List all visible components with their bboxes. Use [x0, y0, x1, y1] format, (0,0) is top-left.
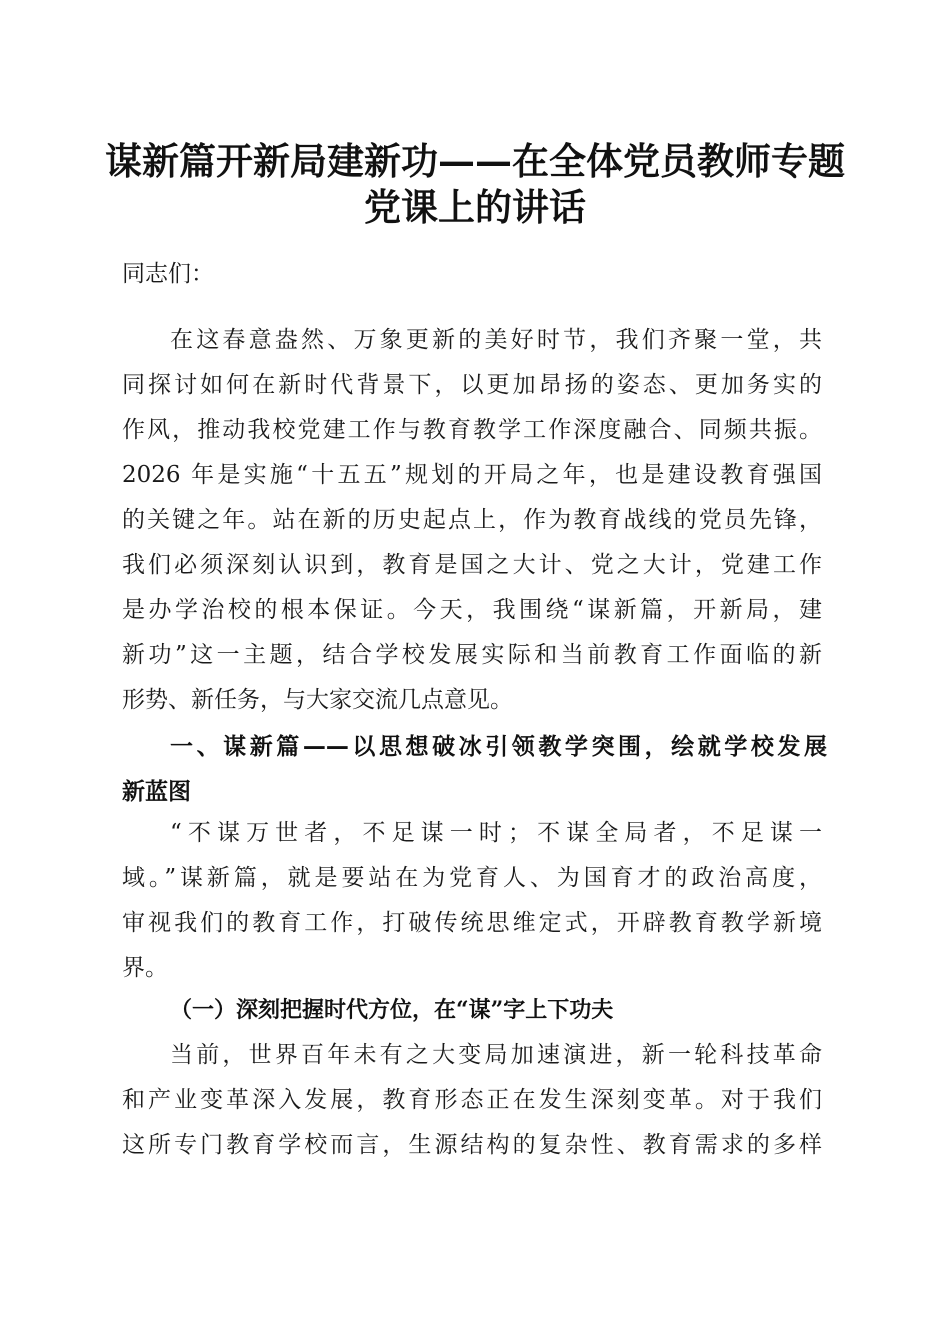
- paragraph-line: 和产业变革深入发展，教育形态正在发生深刻变革。对于我们: [122, 1087, 822, 1113]
- paragraph-subsection-1: [122, 1033, 822, 1168]
- paragraph-line: 同探讨如何在新时代背景下，以更加昂扬的姿态、更加务实的: [122, 372, 822, 398]
- paragraph-line: 域。”谋新篇，就是要站在为党育人、为国育才的政治高度，: [122, 865, 822, 891]
- heading-line: 新蓝图: [122, 779, 191, 805]
- paragraph-line: 在这春意盎然、万象更新的美好时节，我们齐聚一堂，共: [170, 327, 822, 353]
- paragraph-intro: [122, 318, 822, 723]
- heading-line: 一、谋新篇——以思想破冰引领教学突围，绘就学校发展: [170, 734, 827, 760]
- paragraph-line: 当前，世界百年未有之大变局加速演进，新一轮科技革命: [170, 1042, 822, 1068]
- sub-heading-1: [122, 988, 822, 1033]
- salutation: 同志们：: [122, 261, 214, 287]
- paragraph-line: 形势、新任务，与大家交流几点意见。: [122, 687, 513, 713]
- paragraph-line: 这所专门教育学校而言，生源结构的复杂性、教育需求的多样: [122, 1132, 822, 1158]
- paragraph-line: 2026 年是实施“十五五”规划的开局之年，也是建设教育强国: [122, 462, 822, 488]
- paragraph-section-1: [122, 811, 822, 991]
- section-heading-1: [122, 725, 827, 815]
- paragraph-line: “不谋万世者，不足谋一时；不谋全局者，不足谋一: [170, 820, 822, 846]
- paragraph-line: 的关键之年。站在新的历史起点上，作为教育战线的党员先锋，: [122, 507, 822, 533]
- paragraph-line: 作风，推动我校党建工作与教育教学工作深度融合、同频共振。: [122, 417, 822, 443]
- paragraph-line: 审视我们的教育工作，打破传统思维定式，开辟教育教学新境: [122, 910, 822, 936]
- document-title-line-2: 党课上的讲话: [364, 185, 586, 229]
- paragraph-line: 我们必须深刻认识到，教育是国之大计、党之大计，党建工作: [122, 552, 822, 578]
- paragraph-line: 界。: [122, 955, 168, 981]
- paragraph-line: 是办学治校的根本保证。今天，我围绕“谋新篇，开新局，建: [122, 597, 822, 623]
- subheading-line: （一）深刻把握时代方位，在“谋”字上下功夫: [170, 997, 614, 1023]
- document-title-line-1: 谋新篇开新局建新功——在全体党员教师专题: [105, 139, 845, 183]
- paragraph-line: 新功”这一主题，结合学校发展实际和当前教育工作面临的新: [122, 642, 822, 668]
